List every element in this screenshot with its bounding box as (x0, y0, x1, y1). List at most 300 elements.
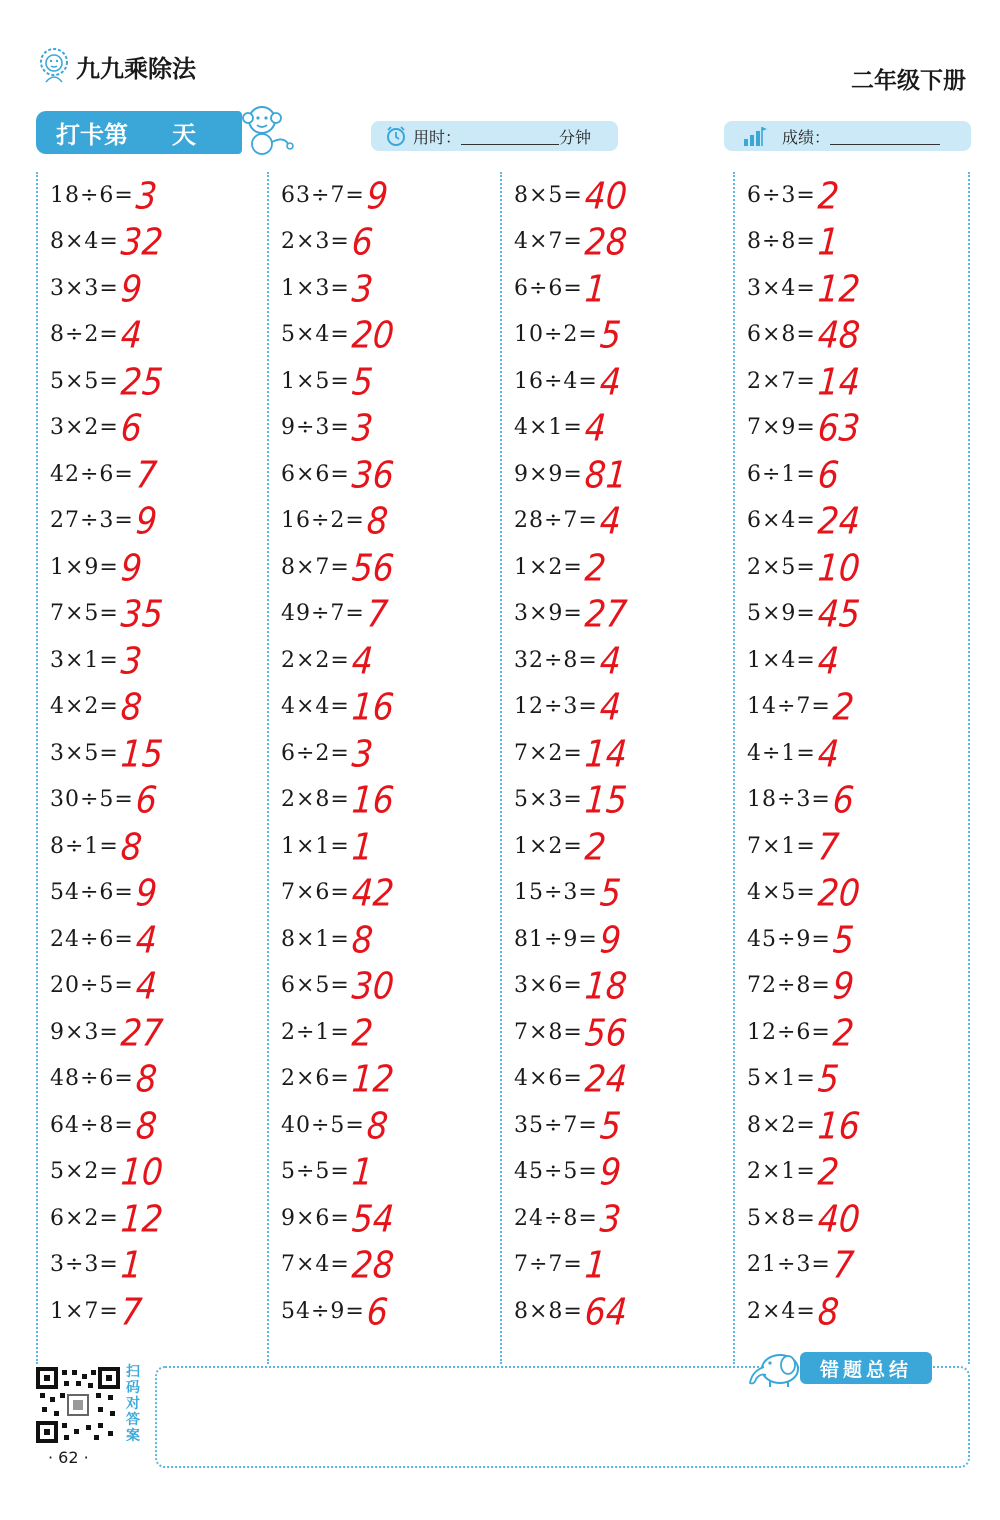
problem-row (514, 358, 621, 405)
handwritten-answer[interactable]: 7 (831, 1242, 856, 1287)
problem-question: 8÷2= (50, 322, 119, 348)
problem-question: 20÷5= (50, 973, 134, 999)
problem-question: 8÷8= (747, 229, 816, 255)
problem-question: 2×5= (747, 554, 816, 580)
handwritten-answer[interactable]: 15 (583, 777, 629, 822)
handwritten-answer[interactable]: 81 (583, 452, 629, 497)
problem-question: 8×8= (514, 1298, 583, 1324)
problem-question: 9×6= (281, 1205, 350, 1231)
clock-icon (385, 125, 407, 147)
problem-question: 64÷8= (50, 1112, 134, 1138)
problem-row (514, 963, 627, 1010)
problem-row (747, 358, 860, 405)
problem-row (747, 1009, 854, 1056)
handwritten-answer[interactable]: 1 (350, 1149, 375, 1194)
problem-row (514, 1195, 621, 1242)
problem-row (747, 730, 839, 777)
problem-column-4 (735, 172, 970, 1364)
handwritten-answer[interactable]: 14 (583, 731, 629, 776)
handwritten-answer[interactable]: 10 (816, 545, 862, 590)
problem-row (281, 1195, 394, 1242)
problem-question: 3×6= (514, 973, 583, 999)
handwritten-answer[interactable]: 42 (350, 870, 396, 915)
problem-question: 45÷9= (747, 926, 831, 952)
handwritten-answer[interactable]: 9 (119, 545, 144, 590)
problem-question: 72÷8= (747, 973, 831, 999)
problem-row (747, 637, 839, 684)
handwritten-answer[interactable]: 32 (119, 219, 165, 264)
handwritten-answer[interactable]: 16 (350, 684, 396, 729)
handwritten-answer[interactable]: 9 (365, 173, 390, 218)
handwritten-answer[interactable]: 5 (598, 870, 623, 915)
problem-question: 45÷5= (514, 1159, 598, 1185)
handwritten-answer[interactable]: 3 (350, 266, 375, 311)
problem-question: 7×8= (514, 1019, 583, 1045)
handwritten-answer[interactable]: 4 (119, 312, 144, 357)
handwritten-answer[interactable]: 2 (816, 1149, 841, 1194)
handwritten-answer[interactable]: 4 (583, 405, 608, 450)
problem-question: 4×5= (747, 880, 816, 906)
handwritten-answer[interactable]: 12 (119, 1196, 165, 1241)
handwritten-answer[interactable]: 2 (583, 824, 608, 869)
problem-grid (36, 172, 970, 1364)
problem-row (514, 451, 627, 498)
book-title-text: 九九乘除法 (76, 54, 196, 83)
problem-question: 4×1= (514, 415, 583, 441)
handwritten-answer[interactable]: 1 (583, 266, 608, 311)
problem-row (50, 265, 142, 312)
problem-question: 27÷3= (50, 508, 134, 534)
handwritten-answer[interactable]: 56 (350, 545, 396, 590)
problem-row (50, 963, 157, 1010)
problem-question: 5×4= (281, 322, 350, 348)
problem-question: 42÷6= (50, 461, 134, 487)
handwritten-answer[interactable]: 5 (598, 312, 623, 357)
problem-row (514, 1009, 627, 1056)
handwritten-answer[interactable]: 9 (134, 498, 159, 543)
handwritten-answer[interactable]: 18 (583, 963, 629, 1008)
handwritten-answer[interactable]: 9 (134, 870, 159, 915)
problem-row (747, 312, 860, 359)
problem-row (514, 591, 627, 638)
handwritten-answer[interactable]: 8 (119, 684, 144, 729)
problem-question: 18÷3= (747, 787, 831, 813)
problem-question: 40÷5= (281, 1112, 365, 1138)
handwritten-answer[interactable]: 15 (119, 731, 165, 776)
handwritten-answer[interactable]: 2 (350, 1010, 375, 1055)
problem-row (747, 451, 839, 498)
handwritten-answer[interactable]: 3 (350, 731, 375, 776)
page-number: · 62 · (48, 1448, 89, 1467)
problem-row (514, 219, 627, 266)
handwritten-answer[interactable]: 6 (119, 405, 144, 450)
handwritten-answer[interactable]: 28 (350, 1242, 396, 1287)
handwritten-answer[interactable]: 63 (816, 405, 862, 450)
problem-question: 1×1= (281, 833, 350, 859)
problem-question: 21÷3= (747, 1252, 831, 1278)
handwritten-answer[interactable]: 4 (598, 684, 623, 729)
problem-question: 54÷6= (50, 880, 134, 906)
problem-question: 1×2= (514, 833, 583, 859)
problem-question: 2×4= (747, 1298, 816, 1324)
problem-question: 6÷2= (281, 740, 350, 766)
problem-question: 15÷3= (514, 880, 598, 906)
problem-row (281, 312, 394, 359)
problem-question: 5×9= (747, 601, 816, 627)
problem-question: 5×1= (747, 1066, 816, 1092)
problem-question: 3×1= (50, 647, 119, 673)
problem-row (514, 777, 627, 824)
problem-row (747, 1242, 854, 1289)
problem-row (50, 172, 157, 219)
problem-row (514, 730, 627, 777)
handwritten-answer[interactable]: 10 (119, 1149, 165, 1194)
problem-question: 5×3= (514, 787, 583, 813)
handwritten-answer[interactable]: 4 (816, 731, 841, 776)
checkin-suffix: 天 (172, 121, 196, 149)
problem-row (50, 451, 157, 498)
problem-row (514, 498, 621, 545)
problem-row (281, 1242, 394, 1289)
problem-row (514, 544, 606, 591)
time-field (371, 121, 618, 151)
problem-question: 28÷7= (514, 508, 598, 534)
handwritten-answer[interactable]: 8 (365, 498, 390, 543)
problem-question: 7×6= (281, 880, 350, 906)
problem-question: 4×4= (281, 694, 350, 720)
handwritten-answer[interactable]: 12 (816, 266, 862, 311)
handwritten-answer[interactable]: 8 (365, 1103, 390, 1148)
problem-row (514, 1056, 627, 1103)
handwritten-answer[interactable]: 8 (134, 1103, 159, 1148)
problem-row (281, 916, 373, 963)
handwritten-answer[interactable]: 6 (816, 452, 841, 497)
handwritten-answer[interactable]: 3 (119, 638, 144, 683)
problem-row (747, 870, 860, 917)
problem-question: 6×2= (50, 1205, 119, 1231)
handwritten-answer[interactable]: 5 (831, 917, 856, 962)
problem-question: 48÷6= (50, 1066, 134, 1092)
problem-row (514, 1149, 621, 1196)
handwritten-answer[interactable]: 2 (831, 1010, 856, 1055)
problem-row (514, 312, 621, 359)
handwritten-answer[interactable]: 7 (119, 1289, 144, 1334)
problem-row (50, 684, 142, 731)
handwritten-answer[interactable]: 35 (119, 591, 165, 636)
problem-row (281, 963, 394, 1010)
problem-question: 81÷9= (514, 926, 598, 952)
handwritten-answer[interactable]: 5 (598, 1103, 623, 1148)
problem-row (281, 451, 394, 498)
handwritten-answer[interactable]: 12 (350, 1056, 396, 1101)
problem-question: 1×7= (50, 1298, 119, 1324)
handwritten-answer[interactable]: 24 (816, 498, 862, 543)
handwritten-answer[interactable]: 27 (583, 591, 629, 636)
problem-row (281, 1102, 388, 1149)
problem-question: 30÷5= (50, 787, 134, 813)
handwritten-answer[interactable]: 9 (119, 266, 144, 311)
problem-row (747, 1195, 860, 1242)
problem-row (514, 405, 606, 452)
handwritten-answer[interactable]: 27 (119, 1010, 165, 1055)
problem-question: 49÷7= (281, 601, 365, 627)
lion-icon (36, 46, 72, 86)
problem-question: 9×9= (514, 461, 583, 487)
problem-row (747, 1102, 860, 1149)
problem-row (747, 1149, 839, 1196)
problem-row (514, 684, 621, 731)
handwritten-answer[interactable]: 6 (365, 1289, 390, 1334)
handwritten-answer[interactable]: 16 (350, 777, 396, 822)
handwritten-answer[interactable]: 6 (134, 777, 159, 822)
handwritten-answer[interactable]: 5 (350, 359, 375, 404)
problem-row (514, 1102, 621, 1149)
problem-question: 5×8= (747, 1205, 816, 1231)
problem-row (50, 916, 157, 963)
problem-question: 6÷3= (747, 182, 816, 208)
problem-row (514, 870, 621, 917)
monkey-icon (236, 102, 296, 158)
problem-question: 16÷2= (281, 508, 365, 534)
problem-question: 1×2= (514, 554, 583, 580)
problem-row (50, 1056, 157, 1103)
problem-row (281, 498, 388, 545)
problem-row (281, 637, 373, 684)
handwritten-answer[interactable]: 14 (816, 359, 862, 404)
problem-question: 1×3= (281, 275, 350, 301)
problem-row (50, 405, 142, 452)
problem-question: 7×5= (50, 601, 119, 627)
problem-question: 2×2= (281, 647, 350, 673)
problem-question: 1×4= (747, 647, 816, 673)
problem-row (281, 1288, 388, 1335)
problem-row (50, 219, 163, 266)
handwritten-answer[interactable]: 7 (816, 824, 841, 869)
problem-question: 3×3= (50, 275, 119, 301)
score-blank[interactable] (830, 127, 940, 145)
problem-row (747, 172, 839, 219)
problem-row (747, 219, 839, 266)
handwritten-answer[interactable]: 4 (816, 638, 841, 683)
problem-row (747, 684, 854, 731)
checkin-banner (36, 111, 242, 154)
problem-question: 24÷8= (514, 1205, 598, 1231)
handwritten-answer[interactable]: 8 (119, 824, 144, 869)
problem-question: 16÷4= (514, 368, 598, 394)
checkin-prefix: 打卡第 (56, 121, 128, 149)
scan-for-answers: 扫码对答案 (126, 1364, 140, 1444)
problem-question: 32÷8= (514, 647, 598, 673)
mistake-summary-title: 错题总结 (800, 1352, 932, 1384)
problem-question: 3×9= (514, 601, 583, 627)
problem-row (50, 777, 157, 824)
handwritten-answer[interactable]: 6 (350, 219, 375, 264)
handwritten-answer[interactable]: 36 (350, 452, 396, 497)
handwritten-answer[interactable]: 1 (119, 1242, 144, 1287)
problem-row (281, 172, 388, 219)
problem-question: 8×4= (50, 229, 119, 255)
handwritten-answer[interactable]: 8 (350, 917, 375, 962)
bar-chart-icon (742, 125, 768, 147)
handwritten-answer[interactable]: 6 (831, 777, 856, 822)
problem-question: 7×9= (747, 415, 816, 441)
handwritten-answer[interactable]: 8 (134, 1056, 159, 1101)
handwritten-answer[interactable]: 7 (134, 452, 159, 497)
handwritten-answer[interactable]: 4 (350, 638, 375, 683)
handwritten-answer[interactable]: 9 (598, 1149, 623, 1194)
score-field (724, 121, 971, 151)
handwritten-answer[interactable]: 30 (350, 963, 396, 1008)
problem-question: 12÷3= (514, 694, 598, 720)
problem-row (281, 265, 373, 312)
handwritten-answer[interactable]: 20 (350, 312, 396, 357)
handwritten-answer[interactable]: 2 (816, 173, 841, 218)
handwritten-answer[interactable]: 16 (816, 1103, 862, 1148)
handwritten-answer[interactable]: 8 (816, 1289, 841, 1334)
handwritten-answer[interactable]: 56 (583, 1010, 629, 1055)
problem-question: 35÷7= (514, 1112, 598, 1138)
problem-question: 8÷1= (50, 833, 119, 859)
problem-question: 8×7= (281, 554, 350, 580)
problem-question: 6÷1= (747, 461, 816, 487)
book-title (36, 46, 196, 86)
problem-row (747, 265, 860, 312)
problem-question: 9×3= (50, 1019, 119, 1045)
handwritten-answer[interactable]: 40 (583, 173, 629, 218)
problem-row (281, 1149, 373, 1196)
handwritten-answer[interactable]: 7 (365, 591, 390, 636)
problem-row (281, 1009, 373, 1056)
handwritten-answer[interactable]: 25 (119, 359, 165, 404)
handwritten-answer[interactable]: 4 (134, 917, 159, 962)
problem-row (514, 823, 606, 870)
problem-question: 1×9= (50, 554, 119, 580)
problem-row (281, 591, 388, 638)
problem-question: 3÷3= (50, 1252, 119, 1278)
problem-row (747, 963, 854, 1010)
problem-question: 5×2= (50, 1159, 119, 1185)
problem-row (50, 1288, 142, 1335)
problem-row (50, 1195, 163, 1242)
handwritten-answer[interactable]: 3 (134, 173, 159, 218)
problem-row (50, 544, 142, 591)
problem-question: 14÷7= (747, 694, 831, 720)
handwritten-answer[interactable]: 28 (583, 219, 629, 264)
problem-row (514, 1242, 606, 1289)
handwritten-answer[interactable]: 24 (583, 1056, 629, 1101)
problem-row (747, 1056, 839, 1103)
problem-row (281, 684, 394, 731)
handwritten-answer[interactable]: 1 (816, 219, 841, 264)
problem-question: 12÷6= (747, 1019, 831, 1045)
problem-question: 4×7= (514, 229, 583, 255)
problem-question: 3×2= (50, 415, 119, 441)
problem-row (514, 916, 621, 963)
problem-row (50, 823, 142, 870)
handwritten-answer[interactable]: 48 (816, 312, 862, 357)
problem-row (50, 730, 163, 777)
problem-question: 24÷6= (50, 926, 134, 952)
problem-question: 9÷3= (281, 415, 350, 441)
problem-question: 63÷7= (281, 182, 365, 208)
handwritten-answer[interactable]: 9 (598, 917, 623, 962)
problem-row (514, 637, 621, 684)
problem-question: 8×5= (514, 182, 583, 208)
time-blank[interactable] (461, 127, 559, 145)
problem-row (281, 1056, 394, 1103)
problem-question: 54÷9= (281, 1298, 365, 1324)
handwritten-answer[interactable]: 2 (831, 684, 856, 729)
handwritten-answer[interactable]: 1 (583, 1242, 608, 1287)
problem-question: 8×2= (747, 1112, 816, 1138)
handwritten-answer[interactable]: 4 (134, 963, 159, 1008)
handwritten-answer[interactable]: 5 (816, 1056, 841, 1101)
handwritten-answer[interactable]: 54 (350, 1196, 396, 1241)
problem-question: 4×6= (514, 1066, 583, 1092)
problem-row (747, 777, 854, 824)
problem-question: 2÷1= (281, 1019, 350, 1045)
problem-question: 5×5= (50, 368, 119, 394)
elephant-icon (746, 1345, 804, 1389)
problem-row (281, 730, 373, 777)
problem-column-1 (36, 172, 269, 1364)
problem-row (50, 498, 157, 545)
problem-row (514, 1288, 627, 1335)
handwritten-answer[interactable]: 4 (598, 638, 623, 683)
problem-row (747, 823, 839, 870)
problem-question: 1×5= (281, 368, 350, 394)
handwritten-answer[interactable]: 3 (598, 1196, 623, 1241)
problem-question: 6÷6= (514, 275, 583, 301)
handwritten-answer[interactable]: 40 (816, 1196, 862, 1241)
problem-row (281, 823, 373, 870)
problem-question: 10÷2= (514, 322, 598, 348)
problem-row (50, 312, 142, 359)
time-label: 用时： (413, 127, 462, 147)
problem-row (281, 870, 394, 917)
problem-question: 2×3= (281, 229, 350, 255)
handwritten-answer[interactable]: 4 (598, 498, 623, 543)
problem-row (281, 777, 394, 824)
problem-question: 3×5= (50, 740, 119, 766)
handwritten-answer[interactable]: 4 (598, 359, 623, 404)
handwritten-answer[interactable]: 45 (816, 591, 862, 636)
problem-column-3 (502, 172, 735, 1364)
problem-column-2 (269, 172, 502, 1364)
problem-question: 2×7= (747, 368, 816, 394)
handwritten-answer[interactable]: 9 (831, 963, 856, 1008)
handwritten-answer[interactable]: 2 (583, 545, 608, 590)
problem-row (281, 219, 373, 266)
problem-row (747, 916, 854, 963)
handwritten-answer[interactable]: 3 (350, 405, 375, 450)
handwritten-answer[interactable]: 64 (583, 1289, 629, 1334)
problem-question: 18÷6= (50, 182, 134, 208)
handwritten-answer[interactable]: 1 (350, 824, 375, 869)
handwritten-answer[interactable]: 20 (816, 870, 862, 915)
problem-question: 7×1= (747, 833, 816, 859)
problem-question: 7×4= (281, 1252, 350, 1278)
problem-row (50, 637, 142, 684)
problem-row (281, 405, 373, 452)
problem-question: 8×1= (281, 926, 350, 952)
problem-question: 2×6= (281, 1066, 350, 1092)
problem-question: 6×8= (747, 322, 816, 348)
problem-question: 2×8= (281, 787, 350, 813)
problem-row (50, 358, 163, 405)
qr-code[interactable] (36, 1367, 120, 1443)
problem-row (50, 1149, 163, 1196)
